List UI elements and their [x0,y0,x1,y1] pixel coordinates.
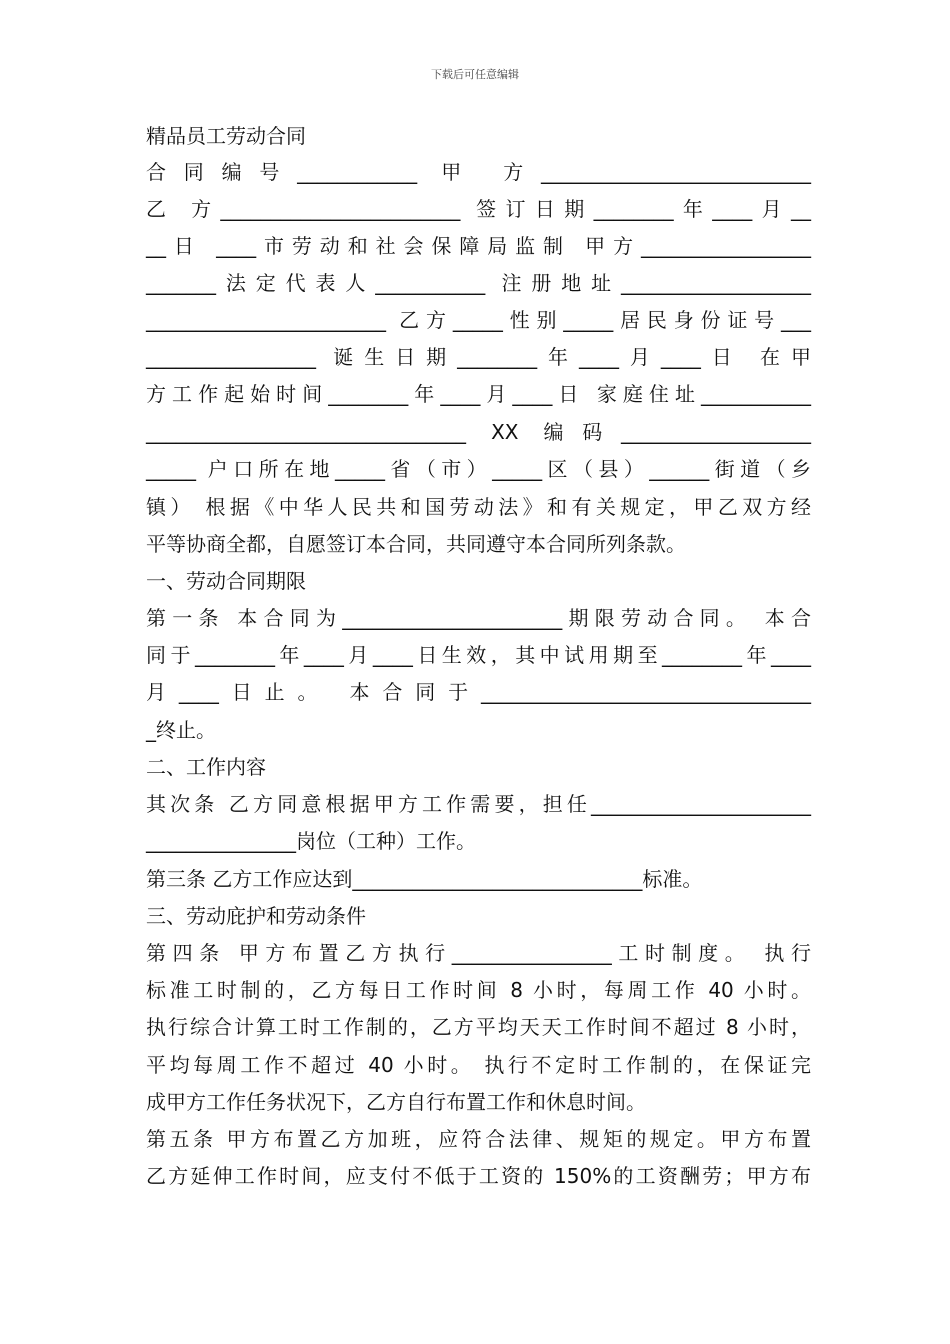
text-line: 成甲方工作任务状况下，乙方自行布置工作和休息时间。 [146,1090,646,1114]
text-line: 第五条 甲方布置乙方加班，应符合法律、规矩的规定。甲方布置 [146,1127,811,1151]
text-line: 第一条 本合同为______________________期限劳动合同。 本合 [146,606,811,630]
text-line: 合同编号____________ 甲 方___________________________ [146,160,811,184]
text-line: _______法定代表人___________ 注册地址___________________ [146,271,811,295]
text-line: 镇） 根据《中华人民共和国劳动法》和有关规定，甲乙双方经 [146,495,811,519]
text-line: 乙方延伸工作时间，应支付不低于工资的 150%的工资酬劳；甲方布 [146,1164,811,1188]
doc-title: 精品员工劳动合同 [146,124,306,148]
text-line: 方工作起始时间________年____月____日 家庭住址___________ [146,382,811,406]
text-line: 乙 方________________________ 签订日期________年____月__ [146,197,811,221]
text-line: 月____日止。 本合同于_________________________________ [146,680,811,704]
text-line: ________________________ 乙方_____性别_____居民身份证号___ [146,308,811,332]
text-line: _______________岗位（工种）工作。 [146,829,476,853]
section-heading: 二、工作内容 [146,755,266,779]
section-heading: 一、劳动合同期限 [146,569,306,593]
text-line: 第四条 甲方布置乙方执行________________工时制度。 执行 [146,941,811,965]
text-line: __日 ____市劳动和社会保障局监制 甲方_________________ [146,234,811,258]
text-line: 平均每周工作不超过 40 小时。 执行不定时工作制的，在保证完 [146,1053,811,1077]
text-line: _________________ 诞生日期________年____月____日 在甲 [146,345,811,369]
text-line: 平等协商全都，自愿签订本合同，共同遵守本合同所列条款。 [146,532,686,556]
text-line: 标准工时制的，乙方每日工作时间 8 小时，每周工作 40 小时。 [146,978,811,1002]
text-line: _____ 户口所在地_____省（市）_____区（县）______街道（乡 [146,457,811,481]
text-line: 其次条 乙方同意根据甲方工作需要，担任______________________ [146,792,811,816]
text-line: ________________________________ XX 编码___________________ [146,420,811,444]
text-line: 执行综合计算工时工作制的，乙方平均天天工作时间不超过 8 小时， [146,1015,811,1039]
text-line: 第三条 乙方工作应达到_____________________________标准。 [146,867,703,891]
section-heading: 三、劳动庇护和劳动条件 [146,904,366,928]
page-header: 下载后可任意编辑 [431,68,519,81]
text-line: 同于________年____月____日生效，其中试用期至________年____ [146,643,811,667]
text-line: _终止。 [146,718,216,742]
